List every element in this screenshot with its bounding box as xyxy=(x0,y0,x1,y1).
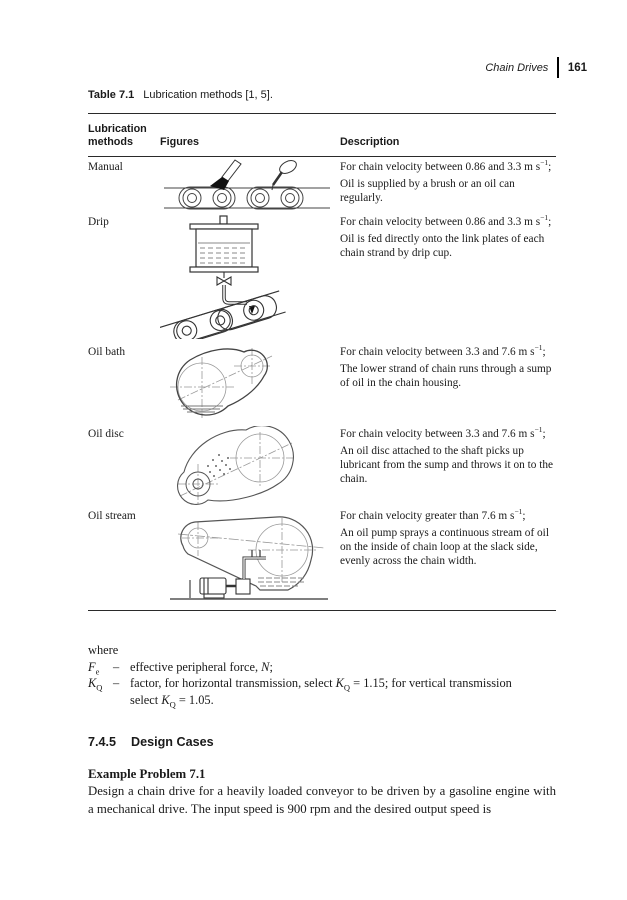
section-title: Design Cases xyxy=(131,735,214,749)
drip-cup-icon xyxy=(190,216,258,272)
column-header-figures: Figures xyxy=(160,136,199,148)
description-cell xyxy=(340,424,556,506)
symbol-kq: $K_Q$ xyxy=(88,676,103,693)
brush-icon xyxy=(210,160,241,190)
table-body xyxy=(88,157,556,611)
definition-fe: $F_e$ – effective peripheral force, N; xyxy=(88,659,556,676)
method-name: Oil disc xyxy=(88,428,124,440)
description-text: The lower strand of chain runs through a sump of oil in the chain housing. xyxy=(340,363,552,389)
symbol-fe: $F_e$ xyxy=(88,659,100,676)
table-row xyxy=(88,506,556,608)
oil-stream-drawing xyxy=(160,508,335,608)
method-name: Manual xyxy=(88,161,123,173)
oil-can-icon xyxy=(272,159,299,190)
manual-lubrication-drawing xyxy=(160,159,335,211)
description-cell xyxy=(340,157,556,212)
page-content xyxy=(88,89,556,818)
velocity-line: For chain velocity greater than 7.6 m $s^{-1}$; xyxy=(340,507,526,522)
lubrication-table xyxy=(88,113,556,611)
figure-drip-lubrication xyxy=(160,212,340,342)
method-name: Oil bath xyxy=(88,346,126,358)
example-title: Example Problem 7.1 xyxy=(88,767,206,781)
figure-oil-bath xyxy=(160,342,340,424)
figure-oil-disc xyxy=(160,424,340,506)
table-caption-label: Table 7.1 xyxy=(88,89,135,101)
velocity-line: For chain velocity between 0.86 and 3.3 m $s^{-1}$; xyxy=(340,158,552,173)
figure-manual-lubrication xyxy=(160,157,340,212)
description-text: An oil pump sprays a continuous stream of oil on the inside of chain loop at the slack side, evenly across the chain width. xyxy=(340,527,549,567)
symbol-definitions xyxy=(88,642,556,708)
where-label: where xyxy=(88,643,119,657)
table-header-row xyxy=(88,114,556,157)
description-cell xyxy=(340,342,556,424)
table-row xyxy=(88,424,556,506)
example-problem xyxy=(88,766,556,818)
description-text: Oil is fed directly onto the link plates of each chain strand by drip cup. xyxy=(340,233,545,259)
velocity-line: For chain velocity between 0.86 and 3.3 m $s^{-1}$; xyxy=(340,213,552,228)
drip-lubrication-drawing xyxy=(160,214,290,339)
method-name: Drip xyxy=(88,216,109,228)
oil-bath-drawing xyxy=(160,344,280,419)
table-row xyxy=(88,212,556,342)
description-text: Oil is supplied by a brush or an oil can regularly. xyxy=(340,178,515,204)
method-name: Oil stream xyxy=(88,510,136,522)
column-header-methods: Lubrication methods xyxy=(88,123,147,148)
definition-fe-text: effective peripheral force, N; xyxy=(130,659,273,674)
velocity-line: For chain velocity between 3.3 and 7.6 m $s^{-1}$; xyxy=(340,425,546,440)
example-body-text: Design a chain drive for a heavily loaded conveyor to be driven by a gasoline engine with a mechanical drive. The input speed is 900 rpm and the desired output speed is xyxy=(88,784,556,816)
description-text: An oil disc attached to the shaft picks up lubricant from the sump and throws it on to the chain. xyxy=(340,445,554,485)
running-title: Chain Drives xyxy=(485,61,549,74)
page-number: 161 xyxy=(567,61,587,74)
valve-icon xyxy=(217,272,231,285)
table-caption-text: Lubrication methods [1, 5]. xyxy=(143,89,273,101)
table-row xyxy=(88,157,556,212)
definition-kq-text: factor, for horizontal transmission, select $K_Q = 1.15$; for vertical transmission select $K_Q = 1.05$. xyxy=(130,676,512,709)
section-number: 7.4.5 xyxy=(88,735,117,749)
definition-kq: $K_Q$ – factor, for horizontal transmission, select $K_Q = 1.15$; for vertical transmission select $K_Q = 1.05$. xyxy=(88,675,556,708)
velocity-line: For chain velocity between 3.3 and 7.6 m $s^{-1}$; xyxy=(340,343,546,358)
running-head xyxy=(485,57,587,78)
description-cell xyxy=(340,212,556,342)
column-header-description: Description xyxy=(340,136,400,148)
oil-pump-icon xyxy=(190,578,250,598)
section-heading xyxy=(88,735,556,749)
running-head-divider xyxy=(557,57,559,78)
figure-oil-stream xyxy=(160,506,340,608)
table-row xyxy=(88,342,556,424)
description-cell xyxy=(340,506,556,608)
oil-disc-drawing xyxy=(160,426,320,506)
table-caption xyxy=(88,89,556,101)
